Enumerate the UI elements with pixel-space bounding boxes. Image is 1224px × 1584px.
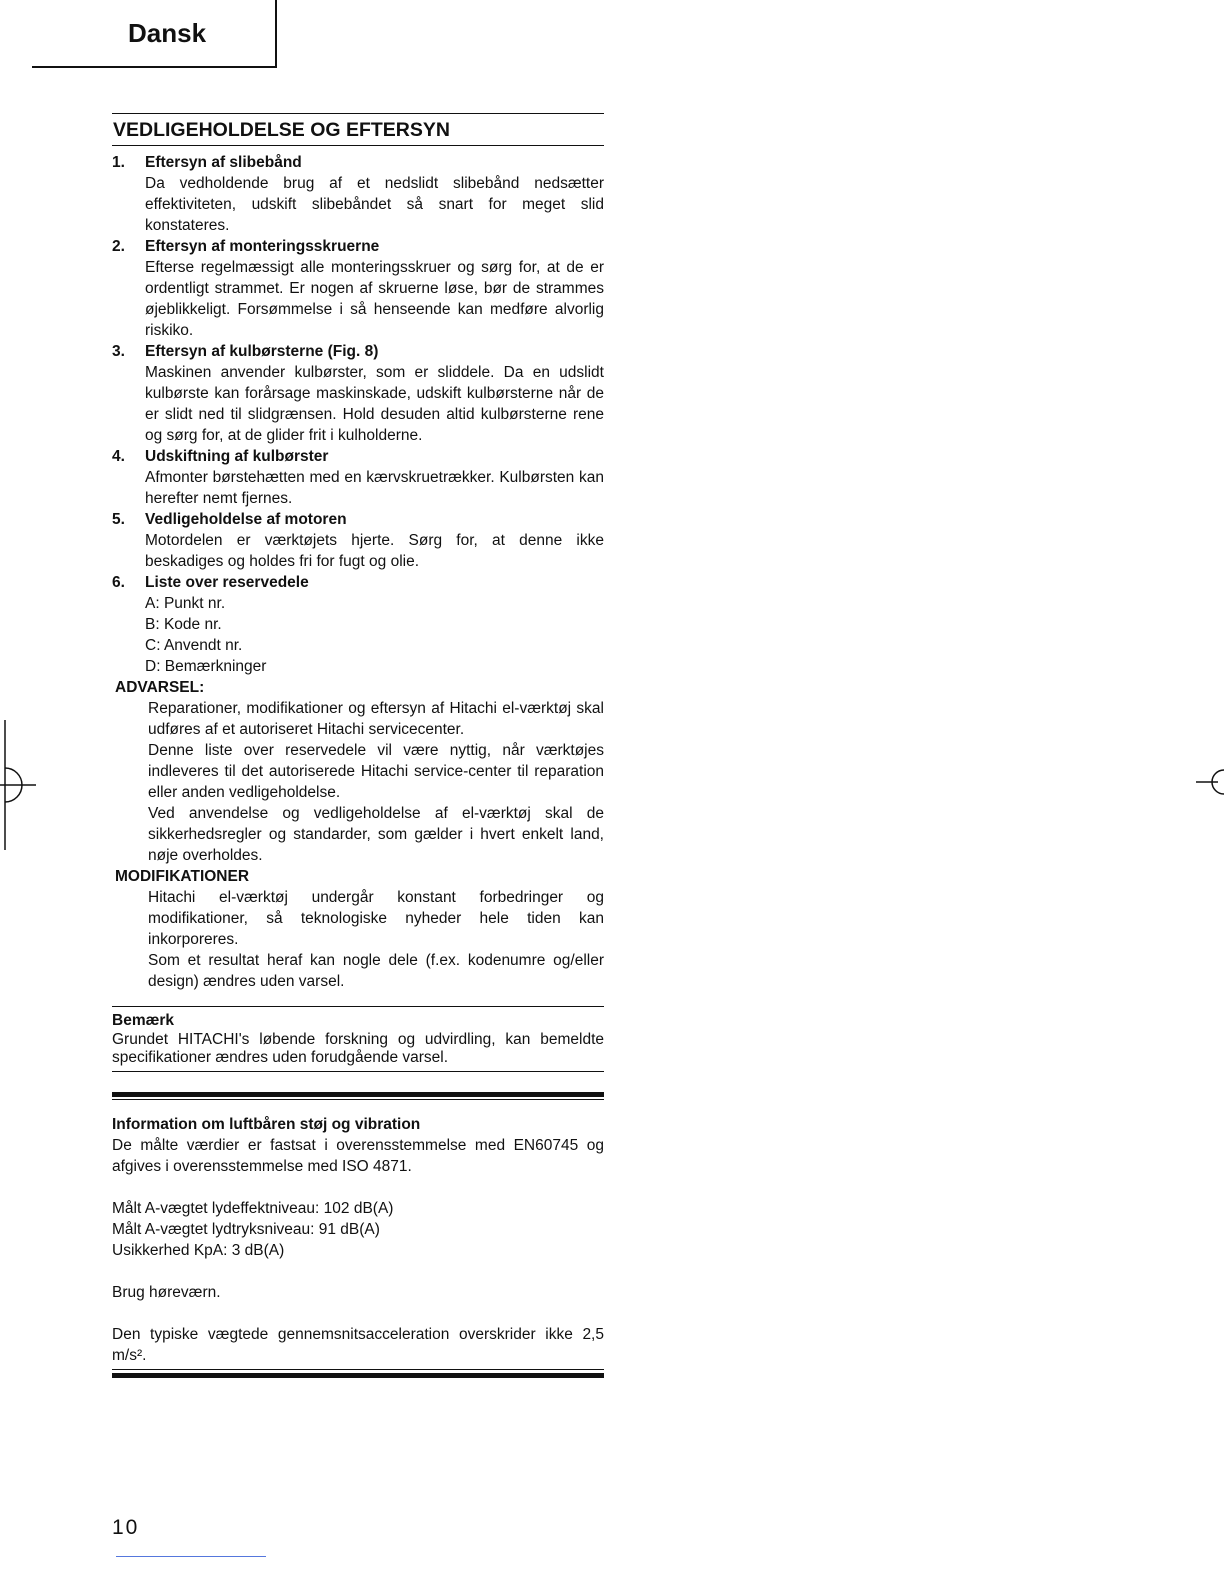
list-item bbox=[112, 152, 604, 236]
parts-legend-item: D: Bemærkninger bbox=[145, 658, 267, 675]
item-number: 2. bbox=[112, 238, 125, 255]
item-number: 6. bbox=[112, 574, 125, 591]
item-number: 4. bbox=[112, 448, 125, 465]
item-number: 5. bbox=[112, 511, 125, 528]
warning-heading: ADVARSEL: bbox=[115, 679, 205, 696]
parts-legend bbox=[145, 593, 604, 677]
item-text: Da vedholdende brug af et nedslidt slibebånd nedsætter effektiviteten, udskift slibebåndet så snart for meget slid konstateres. bbox=[145, 175, 604, 234]
modifications-heading: MODIFIKATIONER bbox=[115, 868, 250, 885]
item-title: Liste over reservedele bbox=[145, 574, 309, 591]
warning-paragraph: Ved anvendelse og vedligeholdelse af el-værktøj skal de sikkerhedsregler og standarder, som gælder i hvert enkelt land, nøje overholdes. bbox=[148, 805, 604, 864]
divider-bar bbox=[112, 1092, 604, 1097]
measurement-line: Målt A-vægtet lydeffektniveau: 102 dB(A) bbox=[112, 1200, 394, 1217]
warning-paragraph: Denne liste over reservedele vil være nyttig, når værktøjes indleveres til det autoriserede Hitachi service-center til reparation eller anden vedligeholdelse. bbox=[148, 742, 604, 801]
item-title: Eftersyn af slibebånd bbox=[145, 154, 302, 171]
language-tab bbox=[32, 0, 277, 68]
list-item bbox=[112, 572, 604, 677]
item-title: Udskiftning af kulbørster bbox=[145, 448, 329, 465]
item-text: Afmonter børstehætten med en kærvskruetrækker. Kulbørsten kan herefter nemt fjernes. bbox=[145, 469, 604, 507]
parts-legend-item: B: Kode nr. bbox=[145, 616, 222, 633]
list-item bbox=[112, 341, 604, 446]
list-item bbox=[112, 236, 604, 341]
modifications-paragraph: Som et resultat heraf kan nogle dele (f.ex. kodenumre og/eller design) ændres uden varsel. bbox=[148, 952, 604, 990]
modifications-paragraph: Hitachi el-værktøj undergår konstant forbedringer og modifikationer, så teknologiske nyheder hele tiden kan inkorporeres. bbox=[148, 889, 604, 948]
warning-paragraph: Reparationer, modifikationer og eftersyn af Hitachi el-værktøj skal udføres af et autoriseret Hitachi servicecenter. bbox=[148, 700, 604, 738]
page-number: 10 bbox=[112, 1516, 140, 1539]
item-text: Motordelen er værktøjets hjerte. Sørg for, at denne ikke beskadiges og holdes fri for fugt og olie. bbox=[145, 532, 604, 570]
item-title: Vedligeholdelse af motoren bbox=[145, 511, 347, 528]
vibration-statement: Den typiske vægtede gennemsnitsacceleration overskrider ikke 2,5 m/s². bbox=[112, 1326, 604, 1364]
noise-info-heading: Information om luftbåren støj og vibration bbox=[112, 1116, 421, 1133]
item-text: Efterse regelmæssigt alle monteringsskruer og sørg for, at de er ordentligt strammet. Er nogen af skruerne løse, bør de strammes øjeblikkeligt. Forsømmelse i så henseende kan medføre alvorlig riskiko. bbox=[145, 259, 604, 339]
registration-mark-right bbox=[1196, 768, 1224, 796]
note-box bbox=[112, 1006, 604, 1072]
bottom-accent-line bbox=[116, 1556, 266, 1557]
section-title: VEDLIGEHOLDELSE OG EFTERSYN bbox=[112, 114, 604, 146]
bottom-bar bbox=[112, 1373, 604, 1378]
noise-info-intro: De målte værdier er fastsat i overensstemmelse med EN60745 og afgives i overensstemmelse med ISO 4871. bbox=[112, 1137, 604, 1175]
item-title: Eftersyn af kulbørsterne (Fig. 8) bbox=[145, 343, 379, 360]
item-number: 3. bbox=[112, 343, 125, 360]
divider-line bbox=[112, 1099, 604, 1100]
manual-content bbox=[112, 113, 604, 1378]
language-label: Dansk bbox=[128, 18, 207, 48]
note-heading: Bemærk bbox=[112, 1012, 175, 1029]
item-title: Eftersyn af monteringsskruerne bbox=[145, 238, 380, 255]
item-number: 1. bbox=[112, 154, 125, 171]
measurement-line: Målt A-vægtet lydtryksniveau: 91 dB(A) bbox=[112, 1221, 380, 1238]
list-item bbox=[112, 509, 604, 572]
measurement-line: Usikkerhed KpA: 3 dB(A) bbox=[112, 1242, 285, 1259]
parts-legend-item: A: Punkt nr. bbox=[145, 595, 226, 612]
item-text: Maskinen anvender kulbørster, som er sliddele. Da en udslidt kulbørste kan forårsage maskinskade, udskift kulbørsterne når de er slidt ned til slidgrænsen. Hold desuden altid kulbørsterne rene og sørg for, at de glider frit i kulholderne. bbox=[145, 364, 604, 444]
list-item bbox=[112, 446, 604, 509]
parts-legend-item: C: Anvendt nr. bbox=[145, 637, 243, 654]
bottom-rule bbox=[112, 1369, 604, 1370]
note-text: Grundet HITACHI's løbende forskning og udvirdling, kan bemeldte specifikationer ændres uden forudgående varsel. bbox=[112, 1031, 604, 1066]
hearing-advice: Brug høreværn. bbox=[112, 1284, 221, 1301]
registration-mark-left bbox=[0, 720, 36, 850]
